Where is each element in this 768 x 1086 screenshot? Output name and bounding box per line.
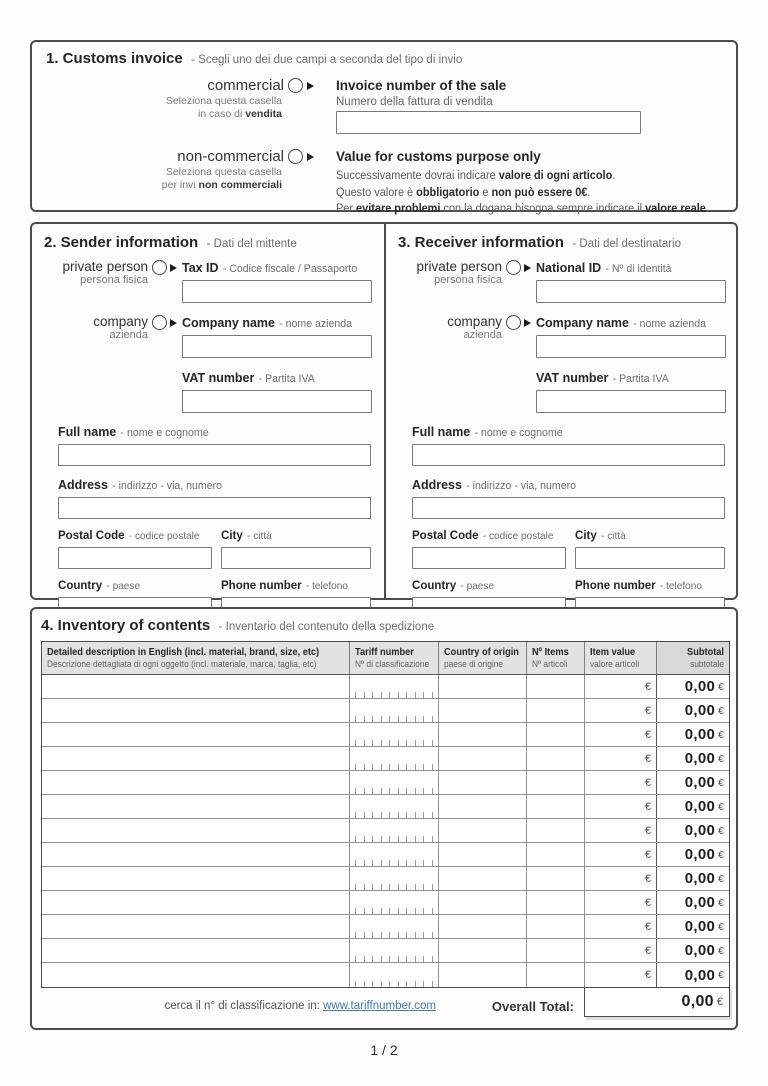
tariff-digit-ticks	[355, 812, 433, 818]
item-description-cell[interactable]	[42, 795, 350, 818]
num-items-cell[interactable]	[527, 867, 585, 890]
help-line-bold: non commerciali	[198, 179, 282, 191]
sender-city-input[interactable]	[221, 547, 371, 569]
field-sublabel: - nome azienda	[633, 318, 707, 330]
receiver-address-input[interactable]	[412, 497, 725, 519]
company-label: company	[447, 314, 502, 329]
num-items-cell[interactable]	[527, 747, 585, 770]
section-title: 2. Sender information	[44, 234, 199, 251]
column-header-6: Subtotal subtotale	[657, 642, 729, 674]
subtotal-amount: 0,00	[684, 822, 716, 839]
currency-symbol: €	[644, 680, 651, 693]
subtotal-currency: €	[718, 704, 724, 717]
currency-symbol: €	[644, 848, 651, 861]
commercial-option	[46, 77, 314, 121]
country-of-origin-cell[interactable]	[439, 723, 527, 746]
field-sublabel: - nome azienda	[279, 318, 353, 330]
inventory-row	[42, 939, 729, 963]
subtotal-amount: 0,00	[684, 894, 716, 911]
company-sublabel: azienda	[109, 329, 148, 341]
sender-address-input[interactable]	[58, 497, 371, 519]
sender-company-row	[44, 314, 372, 358]
subtotal-currency: €	[718, 920, 724, 933]
tariff-digit-ticks	[355, 860, 433, 866]
country-of-origin-cell[interactable]	[439, 675, 527, 698]
overall-total-currency: €	[716, 996, 723, 1008]
inventory-table	[41, 641, 730, 988]
currency-symbol: €	[644, 752, 651, 765]
field-label: Address	[412, 477, 462, 492]
item-value-cell[interactable]	[585, 699, 657, 722]
item-value-cell[interactable]	[585, 819, 657, 842]
subtotal-currency: €	[718, 800, 724, 813]
tariff-number-cell[interactable]	[350, 867, 439, 890]
receiver-full-name-field	[412, 423, 724, 466]
field-sublabel: - paese	[460, 580, 495, 592]
field-sublabel: - indirizzo - via, numero	[112, 480, 222, 492]
receiver-company-radio[interactable]	[506, 315, 521, 330]
item-description-cell[interactable]	[42, 699, 350, 722]
subtotal-currency: €	[718, 872, 724, 885]
receiver-postal-code-input[interactable]	[412, 547, 566, 569]
country-of-origin-cell[interactable]	[439, 915, 527, 938]
note-line: Successivamente dovrai indicare valore di ogni articolo.	[336, 170, 616, 182]
field-sublabel: - telefono	[659, 580, 702, 592]
receiver-vat-number-input[interactable]	[536, 390, 726, 413]
country-of-origin-cell[interactable]	[439, 891, 527, 914]
receiver-city-input[interactable]	[575, 547, 725, 569]
section-title: 3. Receiver information	[398, 234, 564, 251]
company-label: company	[93, 314, 148, 329]
help-line-bold: vendita	[245, 108, 282, 120]
tariff-number-cell[interactable]	[350, 843, 439, 866]
country-of-origin-cell[interactable]	[439, 795, 527, 818]
subtotal-cell	[657, 867, 729, 890]
field-sublabel: - Nº di identità	[605, 263, 672, 275]
sender-private-person-radio[interactable]	[152, 260, 167, 275]
subtotal-amount: 0,00	[684, 750, 716, 767]
overall-total-box	[584, 987, 730, 1017]
item-description-cell[interactable]	[42, 915, 350, 938]
item-description-cell[interactable]	[42, 963, 350, 987]
item-value-cell[interactable]	[585, 771, 657, 794]
inventory-row	[42, 819, 729, 843]
help-line: per invi	[161, 179, 199, 191]
field-label: National ID	[536, 260, 602, 275]
inventory-section	[30, 607, 738, 1030]
tariff-number-cell[interactable]	[350, 747, 439, 770]
tariff-digit-ticks	[355, 716, 433, 722]
tariff-digit-ticks	[355, 932, 433, 938]
commercial-label: commercial	[207, 77, 284, 94]
tariff-number-cell[interactable]	[350, 915, 439, 938]
country-of-origin-cell[interactable]	[439, 867, 527, 890]
field-sublabel: - codice postale	[482, 530, 554, 542]
inventory-row	[42, 723, 729, 747]
field-label: Invoice number of the sale	[336, 78, 507, 93]
item-description-cell[interactable]	[42, 891, 350, 914]
company-sublabel: azienda	[463, 329, 502, 341]
subtotal-cell	[657, 723, 729, 746]
subtotal-currency: €	[718, 896, 724, 909]
inventory-row	[42, 675, 729, 699]
inventory-row	[42, 963, 729, 987]
subtotal-cell	[657, 843, 729, 866]
inventory-row	[42, 771, 729, 795]
currency-symbol: €	[644, 920, 651, 933]
column-header-4: Nº Items Nº articoli	[527, 642, 585, 674]
private-person-sublabel: persona fisica	[434, 274, 502, 286]
arrow-right-icon	[307, 153, 314, 161]
inventory-row	[42, 843, 729, 867]
country-of-origin-cell[interactable]	[439, 963, 527, 987]
subtotal-cell	[657, 747, 729, 770]
non-commercial-choice-row	[46, 148, 722, 218]
num-items-cell[interactable]	[527, 723, 585, 746]
item-description-cell[interactable]	[42, 771, 350, 794]
subtotal-currency: €	[718, 776, 724, 789]
subtotal-cell	[657, 675, 729, 698]
currency-symbol: €	[644, 896, 651, 909]
receiver-city-field	[575, 526, 725, 569]
private-person-label: private person	[62, 259, 148, 274]
sender-tax-id-input[interactable]	[182, 280, 372, 303]
item-description-cell[interactable]	[42, 723, 350, 746]
private-person-sublabel: persona fisica	[80, 274, 148, 286]
subtotal-currency: €	[718, 848, 724, 861]
country-of-origin-cell[interactable]	[439, 747, 527, 770]
receiver-section	[384, 224, 736, 598]
arrow-right-icon	[307, 82, 314, 90]
field-sublabel: - città	[247, 530, 272, 542]
overall-total-amount: 0,00	[681, 993, 714, 1010]
num-items-cell[interactable]	[527, 819, 585, 842]
arrow-right-icon	[524, 319, 531, 327]
subtotal-currency: €	[718, 728, 724, 741]
column-header-2: Tariff number Nº di classificazione	[350, 642, 439, 674]
section-subtitle: - Dati del destinatario	[572, 238, 682, 250]
receiver-national-id-input[interactable]	[536, 280, 726, 303]
subtotal-amount: 0,00	[684, 726, 716, 743]
field-sublabel: - Codice fiscale / Passaporto	[222, 263, 358, 275]
field-label: Tax ID	[182, 260, 219, 275]
receiver-full-name-input[interactable]	[412, 444, 725, 466]
subtotal-currency: €	[718, 969, 724, 981]
inventory-footer	[41, 988, 730, 1017]
note-line: Per evitare problemi con la dogana bisogna sempre indicare il valore reale.	[336, 203, 709, 215]
subtotal-amount: 0,00	[684, 798, 716, 815]
country-of-origin-cell[interactable]	[439, 843, 527, 866]
sender-private-person-row	[44, 259, 372, 303]
num-items-cell[interactable]	[527, 699, 585, 722]
field-label: Company name	[182, 315, 275, 330]
currency-symbol: €	[644, 969, 651, 981]
tariff-number-cell[interactable]	[350, 675, 439, 698]
country-of-origin-cell[interactable]	[439, 939, 527, 962]
sender-full-name-field	[58, 423, 372, 466]
field-sublabel: Numero della fattura di vendita	[336, 96, 493, 108]
parties-section	[30, 222, 738, 600]
subtotal-cell	[657, 795, 729, 818]
field-label: Postal Code	[58, 528, 125, 542]
subtotal-currency: €	[718, 752, 724, 765]
subtotal-cell	[657, 915, 729, 938]
column-header-5: Item value valore articoli	[585, 642, 657, 674]
page-number: 1 / 2	[370, 1042, 398, 1058]
tariff-digit-ticks	[355, 884, 433, 890]
non-commercial-label: non-commercial	[177, 148, 284, 165]
item-value-cell[interactable]	[585, 939, 657, 962]
overall-total-label: Overall Total:	[491, 998, 574, 1014]
arrow-right-icon	[170, 319, 177, 327]
tariff-number-cell[interactable]	[350, 891, 439, 914]
tariff-number-cell[interactable]	[350, 771, 439, 794]
item-description-cell[interactable]	[42, 939, 350, 962]
subtotal-currency: €	[718, 944, 724, 957]
inventory-rows	[42, 675, 729, 987]
num-items-cell[interactable]	[527, 795, 585, 818]
field-label: Phone number	[221, 578, 302, 592]
subtotal-cell	[657, 819, 729, 842]
column-header-1: Detailed description in English (incl. material, brand, size, etc) Descrizione dettagliata di ogni oggetto (incl. materiale, marca, taglia, etc)	[42, 642, 350, 674]
currency-symbol: €	[644, 800, 651, 813]
sender-section	[32, 224, 384, 598]
section-title: 1. Customs invoice	[46, 50, 183, 67]
currency-symbol: €	[644, 872, 651, 885]
sender-vat-row	[44, 369, 372, 413]
item-value-cell[interactable]	[585, 867, 657, 890]
subtotal-amount: 0,00	[684, 870, 716, 887]
inventory-row	[42, 867, 729, 891]
tariff-digit-ticks	[355, 908, 433, 914]
country-of-origin-cell[interactable]	[439, 771, 527, 794]
non-commercial-help-text	[46, 166, 314, 192]
field-label: Address	[58, 477, 108, 492]
field-sublabel: - Partita IVA	[258, 373, 315, 385]
customs-invoice-section	[30, 40, 738, 215]
receiver-postal-code-field	[412, 526, 566, 569]
field-sublabel: - codice postale	[128, 530, 200, 542]
receiver-company-name-input[interactable]	[536, 335, 726, 358]
field-label: Company name	[536, 315, 629, 330]
field-label: Country	[412, 578, 457, 592]
num-items-cell[interactable]	[527, 675, 585, 698]
subtotal-amount: 0,00	[684, 774, 716, 791]
subtotal-cell	[657, 699, 729, 722]
field-label: Country	[58, 578, 103, 592]
tariff-number-cell[interactable]	[350, 699, 439, 722]
section-subtitle: - Inventario del contenuto della spedizione	[218, 621, 435, 633]
sender-company-name-input[interactable]	[182, 335, 372, 358]
commercial-choice-row	[46, 77, 722, 134]
sender-vat-number-input[interactable]	[182, 390, 372, 413]
field-sublabel: - indirizzo - via, numero	[466, 480, 576, 492]
sender-company-radio[interactable]	[152, 315, 167, 330]
section-title: 4. Inventory of contents	[41, 617, 211, 634]
subtotal-cell	[657, 963, 729, 987]
commercial-help-text	[46, 95, 314, 121]
subtotal-amount: 0,00	[684, 918, 716, 935]
item-value-cell[interactable]	[585, 723, 657, 746]
tariff-number-cell[interactable]	[350, 819, 439, 842]
sender-full-name-input[interactable]	[58, 444, 371, 466]
tariff-digit-ticks	[355, 788, 433, 794]
section-subtitle: - Dati del mittente	[206, 238, 297, 250]
tariff-number-cell[interactable]	[350, 939, 439, 962]
receiver-address-field	[412, 476, 724, 519]
inventory-row	[42, 747, 729, 771]
field-label: VAT number	[182, 370, 255, 385]
subtotal-cell	[657, 771, 729, 794]
note-text: cerca il n° di classificazione in:	[164, 1000, 324, 1012]
tariff-digit-ticks	[355, 981, 433, 987]
tariff-lookup-note	[41, 993, 438, 1012]
subtotal-amount: 0,00	[684, 966, 716, 984]
sender-postal-code-field	[58, 526, 212, 569]
tariff-digit-ticks	[355, 836, 433, 842]
column-header-3: Country of origin paese di origine	[439, 642, 527, 674]
help-line: in caso di	[197, 108, 246, 120]
num-items-cell[interactable]	[527, 891, 585, 914]
currency-symbol: €	[644, 776, 651, 789]
non-commercial-option	[46, 148, 314, 192]
inventory-row	[42, 915, 729, 939]
item-description-cell[interactable]	[42, 819, 350, 842]
item-description-cell[interactable]	[42, 867, 350, 890]
inventory-row	[42, 891, 729, 915]
invoice-number-input[interactable]	[336, 111, 641, 134]
field-label: City	[575, 528, 597, 542]
section-subtitle: - Scegli uno dei due campi a seconda del tipo di invio	[191, 54, 463, 66]
inventory-header	[42, 642, 729, 675]
note-line: Questo valore è obbligatorio e non può essere 0€.	[336, 186, 591, 199]
subtotal-amount: 0,00	[684, 702, 716, 719]
field-label: City	[221, 528, 243, 542]
currency-symbol: €	[644, 728, 651, 741]
inventory-row	[42, 699, 729, 723]
tariff-number-cell[interactable]	[350, 723, 439, 746]
sender-city-field	[221, 526, 371, 569]
currency-symbol: €	[644, 944, 651, 957]
section-heading	[46, 50, 722, 68]
field-label: Full name	[58, 424, 117, 439]
tariffnumber-link[interactable]: www.tariffnumber.com	[323, 1000, 436, 1012]
field-label: Postal Code	[412, 528, 479, 542]
field-label: Phone number	[575, 578, 656, 592]
private-person-label: private person	[416, 259, 502, 274]
non-commercial-radio[interactable]	[288, 149, 303, 164]
commercial-radio[interactable]	[288, 78, 303, 93]
num-items-cell[interactable]	[527, 843, 585, 866]
subtotal-amount: 0,00	[684, 942, 716, 959]
country-of-origin-cell[interactable]	[439, 819, 527, 842]
subtotal-amount: 0,00	[684, 678, 716, 695]
item-value-cell[interactable]	[585, 795, 657, 818]
item-value-cell[interactable]	[585, 963, 657, 987]
arrow-right-icon	[170, 264, 177, 272]
item-description-cell[interactable]	[42, 843, 350, 866]
num-items-cell[interactable]	[527, 915, 585, 938]
field-sublabel: - Partita IVA	[612, 373, 669, 385]
currency-symbol: €	[644, 824, 651, 837]
subtotal-cell	[657, 939, 729, 962]
invoice-number-field	[336, 77, 722, 134]
item-value-cell[interactable]	[585, 675, 657, 698]
num-items-cell[interactable]	[527, 771, 585, 794]
num-items-cell[interactable]	[527, 963, 585, 987]
field-sublabel: - città	[601, 530, 626, 542]
item-value-cell[interactable]	[585, 915, 657, 938]
field-label: VAT number	[536, 370, 609, 385]
item-description-cell[interactable]	[42, 747, 350, 770]
country-of-origin-cell[interactable]	[439, 699, 527, 722]
item-value-cell[interactable]	[585, 747, 657, 770]
tariff-digit-ticks	[355, 764, 433, 770]
receiver-company-row	[398, 314, 724, 358]
receiver-private-person-radio[interactable]	[506, 260, 521, 275]
subtotal-currency: €	[718, 824, 724, 837]
num-items-cell[interactable]	[527, 939, 585, 962]
customs-value-info	[336, 148, 722, 218]
field-sublabel: - telefono	[305, 580, 348, 592]
customs-value-notes	[336, 168, 722, 218]
tariff-digit-ticks	[355, 740, 433, 746]
field-sublabel: - nome e cognome	[474, 427, 563, 439]
item-description-cell[interactable]	[42, 675, 350, 698]
inventory-row	[42, 795, 729, 819]
field-label: Value for customs purpose only	[336, 149, 541, 164]
subtotal-currency: €	[718, 680, 724, 693]
sender-postal-code-input[interactable]	[58, 547, 212, 569]
tariff-number-cell[interactable]	[350, 795, 439, 818]
tariff-digit-ticks	[355, 692, 433, 698]
arrow-right-icon	[524, 264, 531, 272]
field-sublabel: - paese	[106, 580, 141, 592]
field-label: Full name	[412, 424, 471, 439]
subtotal-amount: 0,00	[684, 846, 716, 863]
sender-address-field	[58, 476, 372, 519]
item-value-cell[interactable]	[585, 843, 657, 866]
item-value-cell[interactable]	[585, 891, 657, 914]
currency-symbol: €	[644, 704, 651, 717]
help-line: Seleziona questa casella	[165, 166, 282, 178]
field-sublabel: - nome e cognome	[120, 427, 209, 439]
help-line: Seleziona questa casella	[165, 95, 282, 107]
receiver-private-person-row	[398, 259, 724, 303]
tariff-digit-ticks	[355, 956, 433, 962]
tariff-number-cell[interactable]	[350, 963, 439, 987]
receiver-vat-row	[398, 369, 724, 413]
subtotal-cell	[657, 891, 729, 914]
